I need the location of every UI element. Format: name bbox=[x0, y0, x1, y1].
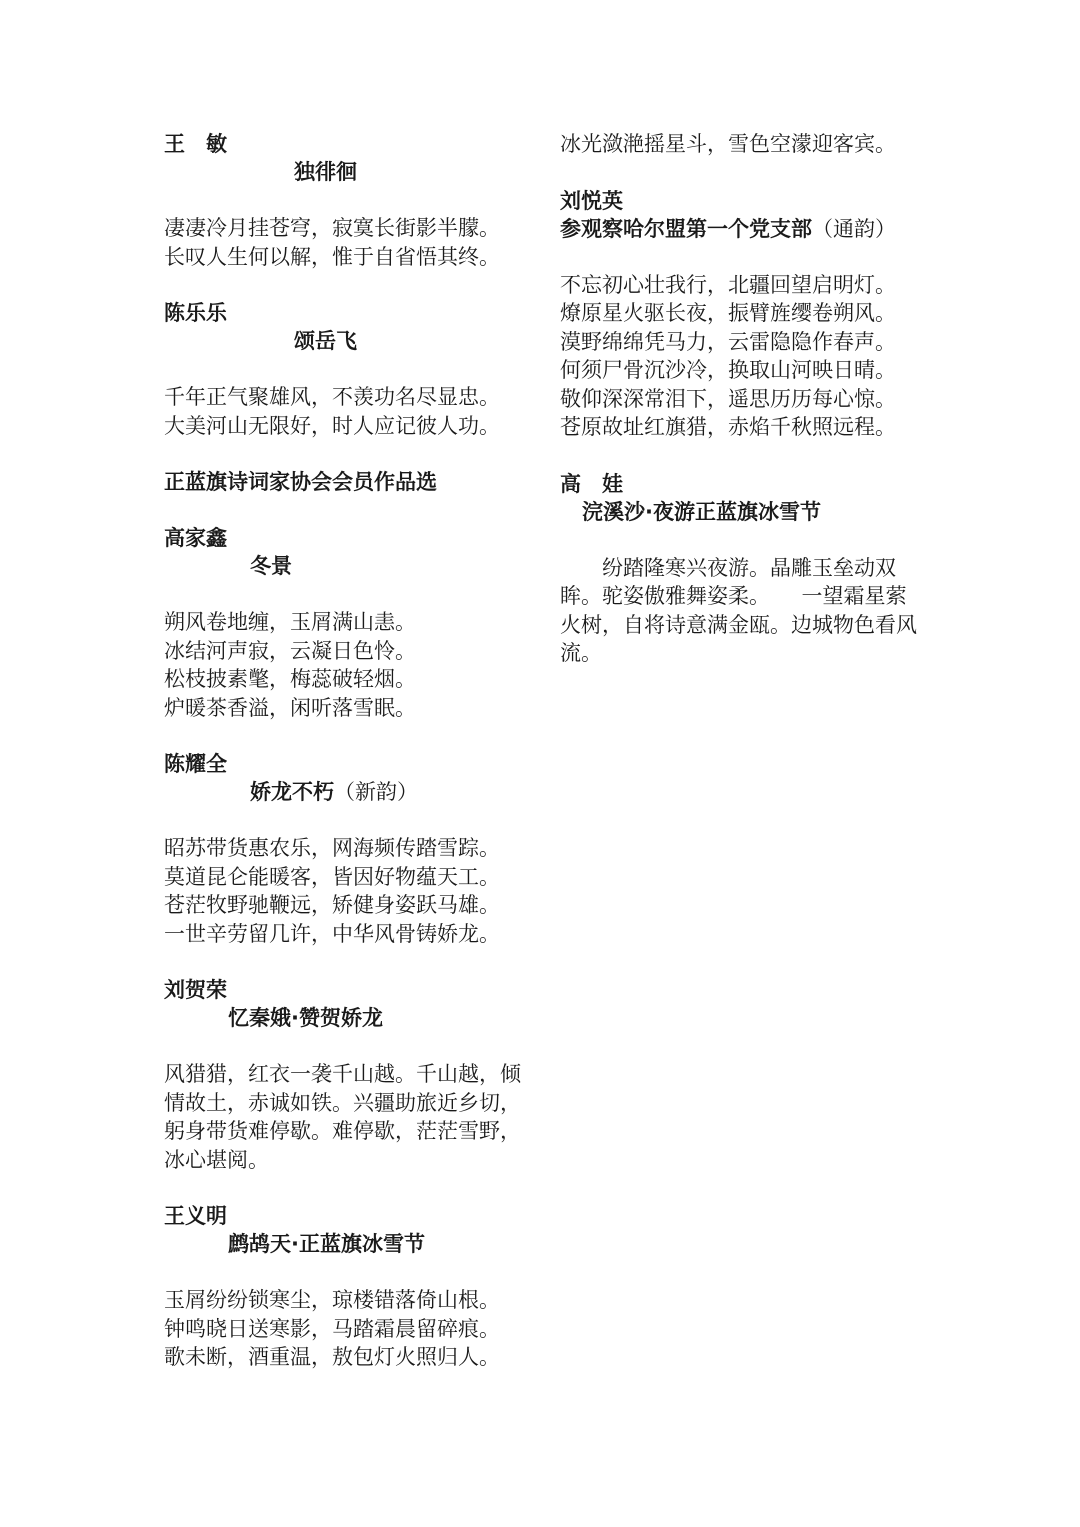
poem-author: 王 敏 bbox=[164, 132, 227, 156]
poem-line: 长叹人生何以解，惟于自省悟其终。 bbox=[164, 244, 500, 269]
poem-title: 浣溪沙·夜游正蓝旗冰雪节 bbox=[582, 499, 821, 524]
poem-title: 颂岳飞 bbox=[294, 329, 357, 353]
poem-line: 一世辛劳留几许，中华风骨铸娇龙。 bbox=[164, 921, 500, 946]
poem-line: 冰光潋滟摇星斗，雪色空濛迎客宾。 bbox=[560, 132, 896, 156]
poem-title bbox=[164, 778, 534, 806]
poem-line: 炉暖茶香溢，闲听落雪眠。 bbox=[164, 695, 416, 720]
poem-title: 冬景 bbox=[250, 554, 292, 578]
poem-line: 苍原故址红旗猎，赤焰千秋照远程。 bbox=[560, 415, 896, 439]
poem-line: 燎原星火驱长夜，振臂旌缨卷朔风。 bbox=[560, 301, 896, 325]
poem-author: 刘贺荣 bbox=[164, 978, 227, 1002]
poem-author: 高家鑫 bbox=[164, 526, 227, 550]
poem-line: 莫道昆仑能暖客，皆因好物蕴天工。 bbox=[164, 864, 500, 889]
poem-text: 风猎猎，红衣一袭千山越。千山越，倾情故土，赤诚如铁。兴疆助旅近乡切，躬身带货难停歇。难停歇，茫茫雪野，冰心堪阅。 bbox=[164, 1062, 521, 1172]
poem-author: 高 娃 bbox=[560, 471, 623, 496]
poem-line: 不忘初心壮我行，北疆回望启明灯。 bbox=[560, 272, 896, 297]
section-heading: 正蓝旗诗词家协会会员作品选 bbox=[164, 470, 437, 494]
poem-line: 玉屑纷纷锁寒尘，琼楼错落倚山根。 bbox=[164, 1288, 500, 1312]
poem-title bbox=[560, 215, 930, 243]
poem-line: 何须尸骨沉沙冷，换取山河映日晴。 bbox=[560, 358, 896, 382]
poem-line: 朔风卷地缠，玉屑满山恚。 bbox=[164, 610, 416, 634]
poem-line: 冰结河声寂，云凝日色怜。 bbox=[164, 638, 416, 663]
poem-line: 凄凄冷月挂苍穹，寂寞长街影半朦。 bbox=[164, 216, 500, 240]
poem-author: 陈耀全 bbox=[164, 752, 227, 776]
poem-line: 昭苏带货惠农乐，网海频传踏雪踪。 bbox=[164, 836, 500, 860]
poem-title-note: （新韵） bbox=[334, 780, 418, 804]
poem-author: 陈乐乐 bbox=[164, 301, 227, 325]
poem-line: 钟鸣晓日送寒影，马踏霜晨留碎痕。 bbox=[164, 1316, 500, 1341]
poem-author: 王义明 bbox=[164, 1204, 227, 1228]
poem-line: 大美河山无限好，时人应记彼人功。 bbox=[164, 413, 500, 438]
left-column bbox=[164, 128, 534, 1372]
poem-title: 鹧鸪天·正蓝旗冰雪节 bbox=[228, 1232, 425, 1256]
poem-title: 独徘徊 bbox=[294, 160, 357, 184]
poem-line: 千年正气聚雄风，不羡功名尽显忠。 bbox=[164, 385, 500, 409]
poem-line: 漠野绵绵凭马力，云雷隐隐作春声。 bbox=[560, 329, 896, 354]
poem-title-text: 参观察哈尔盟第一个党支部 bbox=[560, 216, 812, 241]
right-column bbox=[560, 128, 930, 668]
poem-title: 忆秦娥·赞贺娇龙 bbox=[228, 1006, 383, 1030]
poem-line: 松枝披素氅，梅蕊破轻烟。 bbox=[164, 667, 416, 691]
poem-title-text: 娇龙不朽 bbox=[250, 780, 334, 804]
poem-author: 刘悦英 bbox=[560, 188, 623, 213]
poem-line: 歌未断，酒重温，敖包灯火照归人。 bbox=[164, 1345, 500, 1369]
poem-title-note: （通韵） bbox=[812, 216, 896, 241]
poem-text: 纷踏隆寒兴夜游。晶雕玉垒动双眸。驼姿傲雅舞姿柔。 一望霜星萦火树，自将诗意满金瓯。边城物色看风流。 bbox=[560, 555, 917, 665]
poem-line: 苍茫牧野驰鞭远，矫健身姿跃马雄。 bbox=[164, 893, 500, 917]
poem-line: 敬仰深深常泪下，遥思历历每心惊。 bbox=[560, 386, 896, 411]
